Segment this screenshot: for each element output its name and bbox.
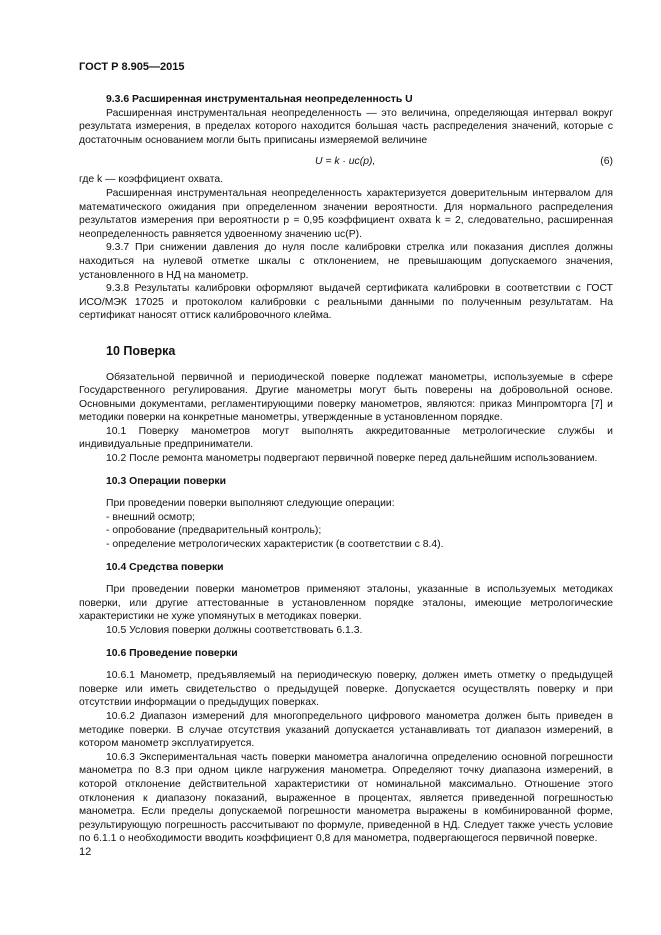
section-10-6-heading: 10.6 Проведение поверки [106,647,238,659]
list-item: - внешний осмотр; [106,511,196,523]
section-10-4-text: При проведении поверки манометров применяют эталоны, указанные в используемых методиках поверки, или другие аттестованные в установленном порядке эталоны, имеющие метрологические характеристики не хуже упомянутых в методиках поверки. [79,584,613,623]
formula-expression: U = k · uc(p), [315,156,376,168]
para-10-2: 10.2 После ремонта манометры подвергают первичной поверке перед дальнейшим использованием. [106,453,598,465]
para-9-3-8: 9.3.8 Результаты калибровки оформляют выдачей сертификата калибровки в соответствии с ГОСТ ИСО/МЭК 17025 и протоколом калибровки с реальными данными по полученным результатам. На сертификат наносят оттиск калибровочного клейма. [79,283,613,322]
section-10-4-heading: 10.4 Средства поверки [106,561,224,573]
para-10-6-1: 10.6.1 Манометр, предъявляемый на периодическую поверку, должен иметь отметку о предыдущей поверке или иметь свидетельство о предыдущей поверке. Допускается осуществлять поверку и при отсутствии информации о предыдущих поверках. [79,670,613,709]
section-9-3-6-para1: Расширенная инструментальная неопределенность — это величина, определяющая интервал вокруг результата измерения, в пределах которого находится большая часть распределения значений, которые с достаточным основанием могли быть приписаны измеряемой величине [79,107,613,146]
para-10-1: 10.1 Поверку манометров могут выполнять аккредитованные метрологические службы и индивидуальные предприниматели. [79,425,613,451]
list-item: - опробование (предварительный контроль); [106,525,322,537]
section-10-intro: Обязательной первичной и периодической поверке подлежат манометры, используемые в сфере Государственного регулирования. Другие манометры могут быть поверены на добровольной основе. Основными документами, регламентирующими поверку манометров, являются: приказ Минпромторга [7] и методики поверки на конкретные манометры, утвержденные в установленном порядке. [79,371,613,424]
section-10-3-intro: При проведении поверки выполняют следующие операции: [106,498,395,510]
formula-number: (6) [600,156,613,168]
section-9-3-6-para2: Расширенная инструментальная неопределенность характеризуется доверительным интервалом для математического ожидания при определенном значении вероятности. Для нормального распределения результатов измерения при вероятности p = 0,95 коэффициент охвата k = 2, следовательно, расширенная неопределенность равняется удвоенному значению uc(P). [79,187,613,240]
page-number: 12 [79,846,92,858]
section-9-3-6-heading: 9.3.6 Расширенная инструментальная неопределенность U [106,94,413,105]
section-10-3-heading: 10.3 Операции поверки [106,475,227,487]
para-9-3-7: 9.3.7 При снижении давления до нуля после калибровки стрелка или показания дисплея должны находиться на нулевой отметке шкалы с отклонением, не превышающим допускаемого значения, установленного в НД на манометр. [79,242,613,281]
document-header: ГОСТ Р 8.905—2015 [79,61,185,73]
formula-6 [79,153,613,173]
section-10-heading: 10 Поверка [106,343,176,358]
list-item: - определение метрологических характеристик (в соответствии с 8.4). [106,539,444,551]
para-10-6-2: 10.6.2 Диапазон измерений для многопредельного цифрового манометра должен быть приведен в методике поверки. В случае отсутствия указаний допускается устанавливать тот диапазон измерений, в котором манометр эксплуатируется. [79,710,613,750]
para-10-6-3: 10.6.3 Экспериментальная часть поверки манометра аналогична определению основной погрешности манометра по 8.3 при одном цикле нагружения манометра. Определяют точку диапазона измерений, в которой отклонение действительной характеристики от номинальной максимально. Отношение этого отклонения к диапазону показаний, выраженное в процентах, является приведенной погрешностью манометра. Если пределы допускаемой погрешности манометра выражены в комбинированной форме, результирующую погрешность рассчитывают по формуле, приведенной в НД. Следует также учесть условие по 6.1.1 о необходимости вводить коэффициент 0,8 для манометра, подвергающегося первичной поверке. [79,751,613,845]
document-body [79,93,613,846]
formula-where: где k — коэффициент охвата. [79,174,224,186]
para-10-5: 10.5 Условия поверки должны соответствовать 6.1.3. [106,625,363,636]
